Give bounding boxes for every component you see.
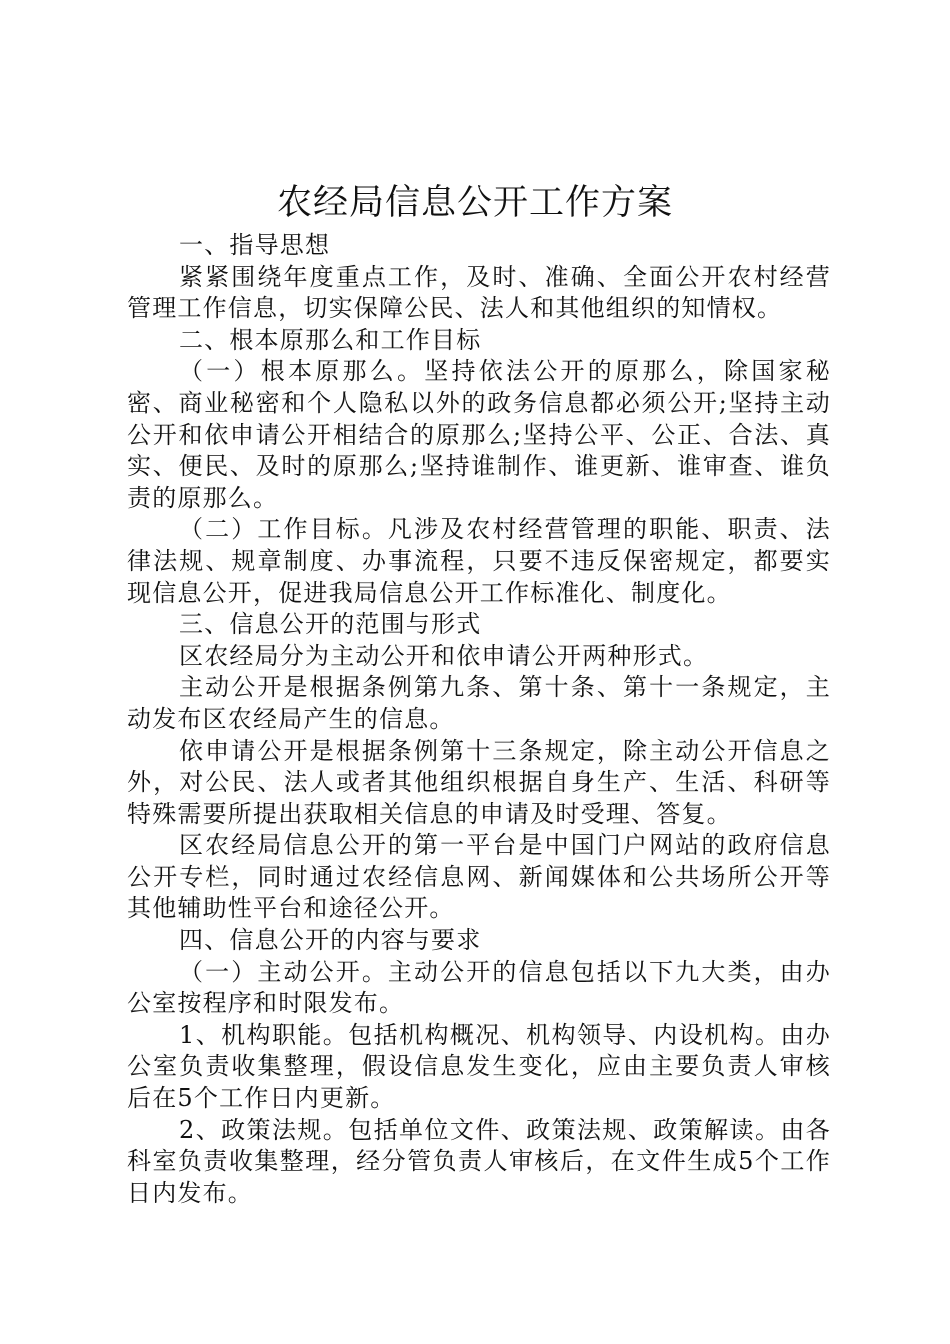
section-heading-4: 四、信息公开的内容与要求	[179, 926, 482, 955]
section-heading-1: 一、指导思想	[179, 231, 331, 259]
paragraph: 紧紧围绕年度重点工作，及时、准确、全面公开农村经营管理工作信息，切实保障公民、法人和其他组织的知情权。	[127, 262, 831, 323]
document-title: 农经局信息公开工作方案	[276, 183, 673, 223]
paragraph: 1、机构职能。包括机构概况、机构领导、内设机构。由办公室负责收集整理，假设信息发生变化，应由主要负责人审核后在5个工作日内更新。	[127, 1020, 831, 1113]
paragraph: （二）工作目标。凡涉及农村经营管理的职能、职责、法律法规、规章制度、办事流程，只要不违反保密规定，都要实现信息公开，促进我局信息公开工作标准化、制度化。	[127, 515, 831, 607]
paragraph: 区农经局信息公开的第一平台是中国门户网站的政府信息公开专栏，同时通过农经信息网、新闻媒体和公共场所公开等其他辅助性平台和途径公开。	[127, 831, 831, 923]
document-body	[127, 230, 831, 1209]
section-heading-3: 三、信息公开的范围与形式	[179, 610, 482, 639]
section-heading-2: 二、根本原那么和工作目标	[179, 325, 482, 354]
paragraph: （一）主动公开。主动公开的信息包括以下九大类，由办公室按程序和时限发布。	[127, 957, 831, 1018]
paragraph: （一）根本原那么。坚持依法公开的原那么，除国家秘密、商业秘密和个人隐私以外的政务信息都必须公开;坚持主动公开和依申请公开相结合的原那么;坚持公平、公正、合法、真实、便民、及时的原那么;坚持谁制作、谁更新、谁审查、谁负责的原那么。	[127, 357, 831, 512]
paragraph: 依申请公开是根据条例第十三条规定，除主动公开信息之外，对公民、法人或者其他组织根据自身生产、生活、科研等特殊需要所提出获取相关信息的申请及时受理、答复。	[127, 736, 831, 828]
paragraph: 区农经局分为主动公开和依申请公开两种形式。	[179, 641, 709, 670]
paragraph: 2、政策法规。包括单位文件、政策法规、政策解读。由各科室负责收集整理，经分管负责人审核后，在文件生成5个工作日内发布。	[127, 1115, 831, 1207]
paragraph: 主动公开是根据条例第九条、第十条、第十一条规定，主动发布区农经局产生的信息。	[127, 673, 831, 733]
